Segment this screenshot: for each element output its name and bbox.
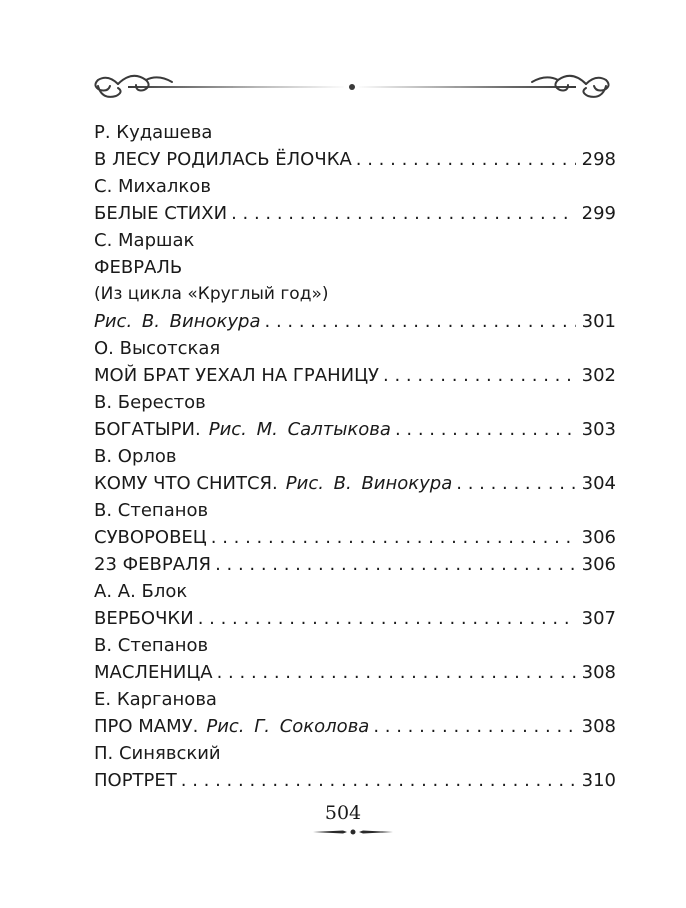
toc-entry — [94, 578, 616, 632]
toc-illustrator: Рис. В. Винокура — [285, 473, 453, 494]
toc-illustrator: Рис. Г. Соколова — [206, 716, 370, 737]
toc-page-number: 303 — [581, 419, 616, 440]
dot-leader — [395, 416, 576, 443]
toc-line — [94, 524, 616, 551]
toc-entry — [94, 740, 616, 794]
toc-title: МАСЛЕНИЦА — [94, 662, 213, 683]
toc-entry — [94, 119, 616, 173]
toc-line — [94, 470, 616, 497]
dot-leader — [215, 551, 576, 578]
toc-page-number: 302 — [581, 365, 616, 386]
toc-page-number: 310 — [581, 770, 616, 791]
toc-entry — [94, 443, 616, 497]
toc-subtitle: (Из цикла «Круглый год») — [94, 284, 329, 304]
toc-title: БЕЛЫЕ СТИХИ — [94, 203, 228, 224]
flourish-ornament-icon — [88, 64, 616, 108]
toc-author: П. Синявский — [94, 743, 221, 764]
toc-illustrator: Рис. В. Винокура — [94, 311, 261, 332]
toc-entry — [94, 632, 616, 686]
toc-line — [94, 605, 616, 632]
toc-title: ПРО МАМУ. — [94, 716, 199, 737]
toc-title: КОМУ ЧТО СНИТСЯ. — [94, 473, 278, 494]
dot-leader — [231, 200, 576, 227]
toc-page-number: 304 — [581, 473, 616, 494]
toc-title: СУВОРОВЕЦ — [94, 527, 207, 548]
toc-entry — [94, 227, 616, 335]
toc-page-number: 301 — [581, 311, 616, 332]
toc-author: С. Михалков — [94, 176, 211, 197]
toc-author: Е. Карганова — [94, 689, 217, 710]
toc-author: С. Маршак — [94, 230, 195, 251]
toc-page-number: 307 — [581, 608, 616, 629]
dot-leader — [373, 713, 575, 740]
toc-line — [94, 200, 616, 227]
toc-title: МОЙ БРАТ УЕХАЛ НА ГРАНИЦУ — [94, 365, 380, 386]
toc-line — [94, 659, 616, 686]
dot-leader — [456, 470, 575, 497]
toc-title: 23 ФЕВРАЛЯ — [94, 554, 212, 575]
toc-entry — [94, 389, 616, 443]
toc-author: В. Степанов — [94, 500, 209, 521]
toc-line — [94, 713, 616, 740]
table-of-contents — [94, 119, 616, 794]
toc-author: В. Орлов — [94, 446, 177, 467]
dot-leader — [181, 767, 576, 794]
toc-title: ПОРТРЕТ — [94, 770, 177, 791]
dash-dot-ornament-icon — [313, 826, 393, 838]
toc-title: БОГАТЫРИ. — [94, 419, 201, 440]
toc-page-number: 308 — [581, 662, 616, 683]
toc-author: О. Высотская — [94, 338, 221, 359]
toc-page-number: 298 — [581, 149, 616, 170]
toc-entry — [94, 173, 616, 227]
toc-title: ФЕВРАЛЬ — [94, 257, 183, 278]
toc-page-number: 308 — [581, 716, 616, 737]
toc-title: В ЛЕСУ РОДИЛАСЬ ЁЛОЧКА — [94, 149, 352, 170]
dot-leader — [356, 146, 576, 173]
dot-leader — [265, 308, 576, 335]
toc-line — [94, 551, 616, 578]
page-number: 504 — [324, 802, 362, 824]
toc-author: Р. Кудашева — [94, 122, 213, 143]
toc-title: ВЕРБОЧКИ — [94, 608, 194, 629]
toc-line — [94, 308, 616, 335]
toc-line — [94, 146, 616, 173]
toc-entry — [94, 497, 616, 578]
toc-line — [94, 767, 616, 794]
toc-author: А. А. Блок — [94, 581, 188, 602]
toc-entry — [94, 686, 616, 740]
toc-page-number: 306 — [581, 527, 616, 548]
toc-illustrator: Рис. М. Салтыкова — [208, 419, 391, 440]
toc-entry — [94, 335, 616, 389]
toc-author: В. Степанов — [94, 635, 209, 656]
toc-line — [94, 362, 616, 389]
toc-author: В. Берестов — [94, 392, 206, 413]
dot-leader — [211, 524, 576, 551]
toc-page-number: 306 — [581, 554, 616, 575]
dot-leader — [217, 659, 576, 686]
toc-line — [94, 416, 616, 443]
toc-page-number: 299 — [581, 203, 616, 224]
dot-leader — [383, 362, 576, 389]
dot-leader — [198, 605, 576, 632]
